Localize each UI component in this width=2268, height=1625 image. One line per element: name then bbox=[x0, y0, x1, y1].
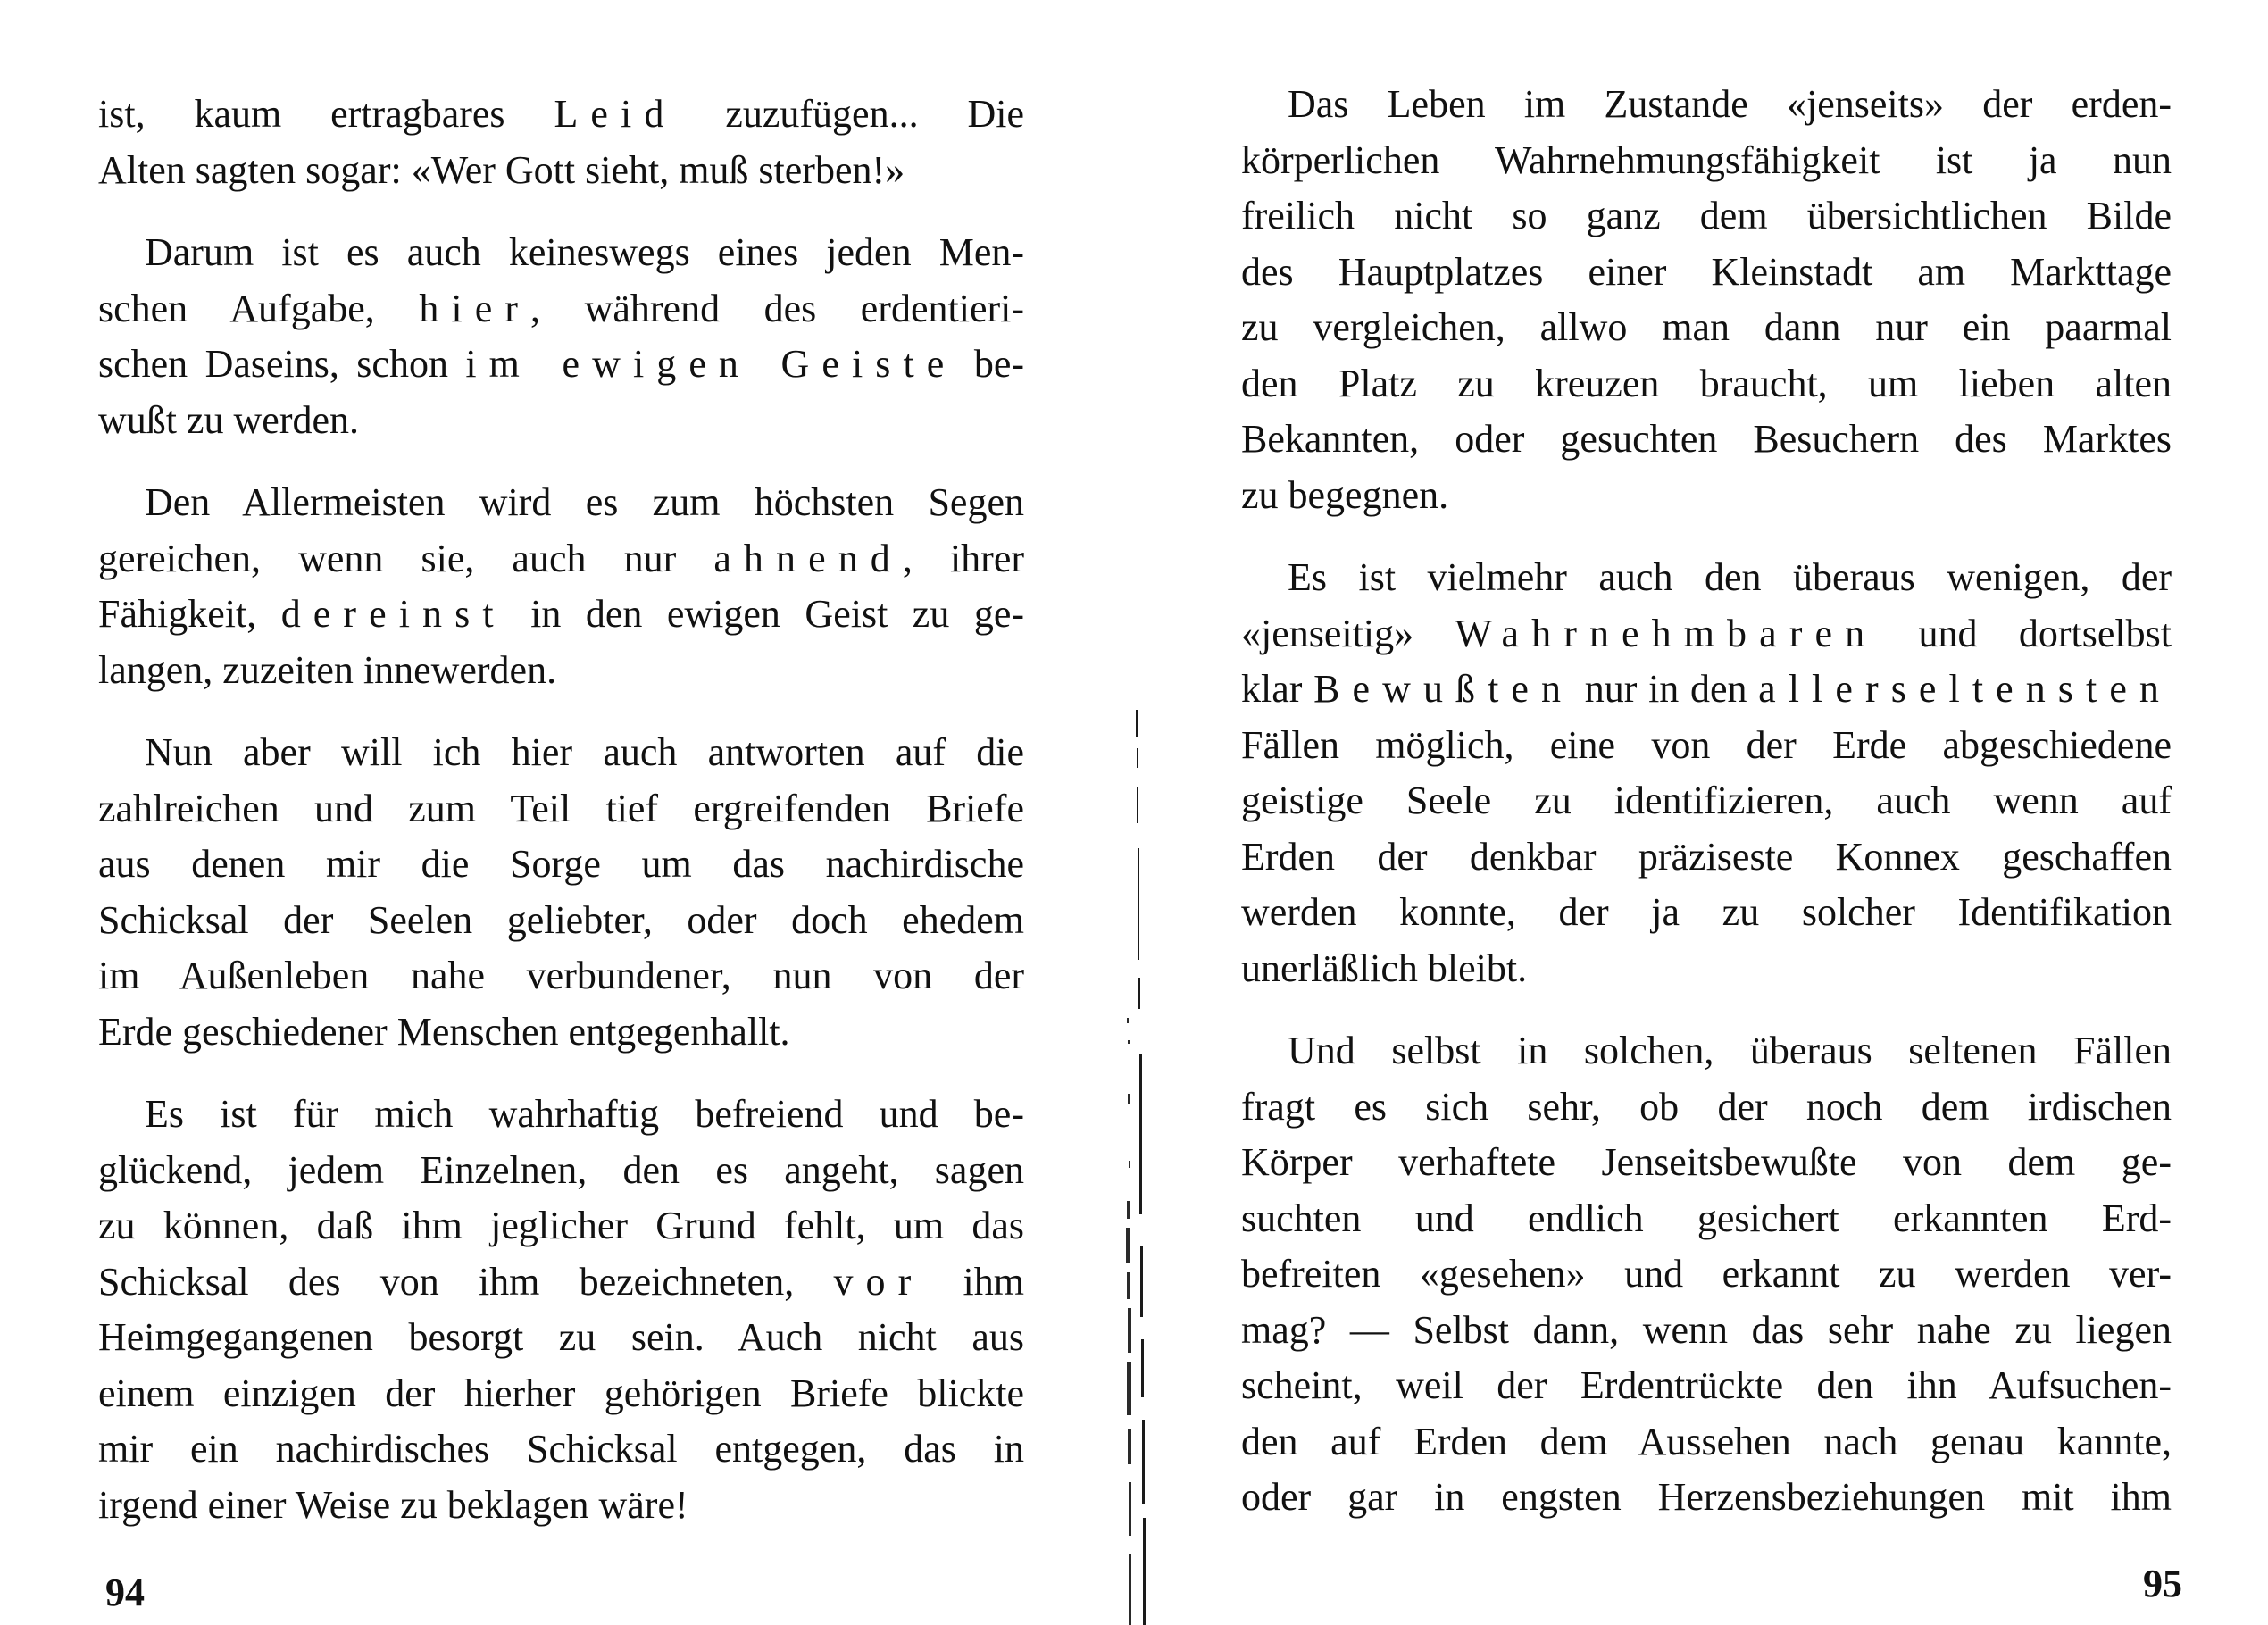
gutter-line bbox=[1138, 848, 1139, 960]
paragraph bbox=[98, 475, 1024, 698]
text-run: Und selbst in solchen, überaus seltenen Fällen bbox=[1288, 1029, 2172, 1072]
spaced-emphasis: vor bbox=[833, 1259, 924, 1304]
text-run: mag? — Selbst dann, wenn das sehr nahe zu liegen bbox=[1241, 1307, 2172, 1352]
text-line bbox=[1241, 606, 2172, 662]
scan-noise bbox=[1127, 1272, 1130, 1299]
text-line bbox=[98, 781, 1024, 838]
text-line bbox=[1241, 1303, 2172, 1359]
text-run: Darum ist es auch keineswegs eines jeden Men- bbox=[145, 230, 1024, 274]
text-line bbox=[1241, 941, 2172, 997]
gutter-line bbox=[1137, 788, 1138, 823]
scan-noise bbox=[1129, 1161, 1130, 1168]
text-line bbox=[1241, 1191, 2172, 1247]
text-line bbox=[98, 531, 1024, 588]
scan-noise bbox=[1128, 1429, 1131, 1464]
spaced-emphasis: Leid bbox=[554, 92, 677, 136]
text-run: des Hauptplatzes einer Kleinstadt am Markttage bbox=[1241, 249, 2172, 294]
text-run: werden konnte, der ja zu solcher Identifikation bbox=[1241, 890, 2172, 934]
text-line bbox=[1241, 1414, 2172, 1471]
paragraph bbox=[1241, 77, 2172, 523]
gutter-line bbox=[1140, 1246, 1143, 1317]
text-run: in den ewigen Geist zu ge- bbox=[505, 592, 1025, 636]
text-line bbox=[98, 143, 1024, 199]
spaced-emphasis: dereinst bbox=[280, 592, 506, 636]
spaced-emphasis: im ewigen Geiste bbox=[465, 342, 957, 386]
text-run: «jenseitig» bbox=[1241, 611, 1455, 655]
gutter-line bbox=[1142, 1420, 1145, 1504]
text-run: irgend einer Weise zu beklagen wäre! bbox=[98, 1482, 688, 1527]
text-run: fragt es sich sehr, ob der noch dem irdischen bbox=[1241, 1084, 2172, 1129]
book-gutter bbox=[1116, 0, 1152, 1625]
text-line bbox=[98, 948, 1024, 1004]
text-line bbox=[1241, 468, 2172, 524]
text-run: ihm bbox=[923, 1259, 1025, 1304]
text-run: einem einzigen der hierher gehörigen Briefe blickte bbox=[98, 1371, 1024, 1415]
text-run: klar bbox=[1241, 667, 1314, 711]
text-run: körperlichen Wahrnehmungsfähigkeit ist ja nun bbox=[1241, 138, 2172, 182]
text-run: oder gar in engsten Herzensbeziehungen mit ihm bbox=[1241, 1475, 2172, 1519]
text-line bbox=[98, 643, 1024, 699]
text-run: befreiten «gesehen» und erkannt zu werden ver- bbox=[1241, 1252, 2172, 1296]
text-run: im Außenleben nahe verbundener, nun von der bbox=[98, 954, 1024, 997]
text-line bbox=[98, 1004, 1024, 1061]
scan-noise bbox=[1127, 1362, 1131, 1415]
right-page-text bbox=[1241, 77, 2172, 1526]
paragraph bbox=[1241, 550, 2172, 996]
text-run: schen Aufgabe, bbox=[98, 286, 420, 330]
text-line bbox=[1241, 1358, 2172, 1414]
scan-noise bbox=[1128, 1094, 1130, 1104]
scan-noise bbox=[1127, 1018, 1129, 1023]
text-line bbox=[1241, 356, 2172, 412]
paragraph bbox=[98, 1087, 1024, 1533]
scan-noise bbox=[1127, 1201, 1130, 1219]
text-line bbox=[98, 1143, 1024, 1199]
text-line bbox=[1241, 1246, 2172, 1303]
text-line bbox=[1241, 885, 2172, 941]
spaced-emphasis: hier bbox=[419, 286, 531, 330]
text-run: Erde geschiedener Menschen entgegenhallt. bbox=[98, 1009, 790, 1054]
text-run: langen, zuzeiten innewerden. bbox=[98, 647, 557, 692]
text-run: Schicksal des von ihm bezeichneten, bbox=[98, 1259, 834, 1304]
scan-noise bbox=[1126, 1228, 1130, 1263]
spaced-emphasis: Wahrnehmbaren bbox=[1455, 611, 1878, 655]
text-run: geistige Seele zu identifizieren, auch wenn auf bbox=[1241, 779, 2172, 822]
text-line bbox=[1241, 718, 2172, 774]
scan-noise bbox=[1129, 1482, 1131, 1536]
text-line bbox=[1241, 300, 2172, 356]
text-run: wußt zu werden. bbox=[98, 397, 360, 442]
gutter-line bbox=[1141, 1339, 1144, 1397]
text-run: zu vergleichen, allwo man dann nur ein paarmal bbox=[1241, 305, 2172, 349]
text-run: Heimgegangenen besorgt zu sein. Auch nicht aus bbox=[98, 1315, 1024, 1359]
spaced-emphasis: ahnend bbox=[713, 536, 903, 580]
text-run: den auf Erden dem Aussehen nach genau kannte, bbox=[1241, 1419, 2172, 1463]
text-run: Schicksal der Seelen geliebter, oder doch ehedem bbox=[98, 897, 1024, 942]
text-run: Es ist vielmehr auch den überaus wenigen, der bbox=[1288, 555, 2172, 599]
gutter-line bbox=[1139, 1054, 1142, 1214]
text-run: und dortselbst bbox=[1877, 611, 2172, 655]
scan-noise bbox=[1129, 1554, 1131, 1625]
text-line bbox=[98, 281, 1024, 338]
scan-noise bbox=[1128, 1308, 1131, 1353]
text-line bbox=[98, 1310, 1024, 1366]
left-page-text bbox=[98, 87, 1024, 1533]
text-run: Körper verhaftete Jenseitsbewußte von dem ge- bbox=[1241, 1140, 2172, 1184]
spaced-emphasis: allerseltensten bbox=[1758, 667, 2172, 711]
text-run: be- bbox=[956, 342, 1024, 386]
right-page bbox=[1152, 0, 2268, 1625]
text-line bbox=[98, 1478, 1024, 1534]
text-run: schen Daseins, schon bbox=[98, 342, 466, 386]
text-run: Erden der denkbar präziseste Konnex geschaffen bbox=[1241, 834, 2172, 879]
text-run: Es ist für mich wahrhaftig befreiend und be- bbox=[145, 1092, 1024, 1136]
text-line bbox=[98, 837, 1024, 893]
text-line bbox=[1241, 1079, 2172, 1136]
text-line bbox=[1241, 662, 2172, 718]
paragraph bbox=[1241, 1023, 2172, 1526]
text-line bbox=[1241, 829, 2172, 886]
text-line bbox=[1241, 1135, 2172, 1191]
text-run: , während des erdentieri- bbox=[530, 286, 1024, 330]
text-run: zuzufügen... Die bbox=[676, 92, 1024, 136]
text-line bbox=[98, 587, 1024, 643]
scan-noise bbox=[1128, 1040, 1130, 1044]
text-run: Den Allermeisten wird es zum höchsten Segen bbox=[145, 480, 1024, 524]
text-line bbox=[1241, 550, 2172, 606]
text-run: freilich nicht so ganz dem übersichtlichen Bilde bbox=[1241, 194, 2172, 238]
text-run: zahlreichen und zum Teil tief ergreifenden Briefe bbox=[98, 786, 1024, 830]
text-line bbox=[1241, 133, 2172, 189]
text-line bbox=[98, 1087, 1024, 1143]
text-run: mir ein nachirdisches Schicksal entgegen, das in bbox=[98, 1427, 1024, 1471]
text-line bbox=[1241, 77, 2172, 133]
gutter-line bbox=[1136, 710, 1138, 737]
left-page bbox=[0, 0, 1116, 1625]
text-run: aus denen mir die Sorge um das nachirdische bbox=[98, 842, 1024, 886]
text-line bbox=[98, 337, 1024, 393]
text-line bbox=[1241, 773, 2172, 829]
paragraph bbox=[98, 87, 1024, 198]
text-run: Bekannten, oder gesuchten Besuchern des Marktes bbox=[1241, 417, 2172, 461]
text-run: ist, kaum ertragbares bbox=[98, 92, 554, 136]
text-line bbox=[1241, 1023, 2172, 1079]
text-run: den Platz zu kreuzen braucht, um lieben alten bbox=[1241, 361, 2172, 405]
paragraph bbox=[98, 725, 1024, 1060]
text-run: gereichen, wenn sie, auch nur bbox=[98, 536, 714, 580]
text-run: Nun aber will ich hier auch antworten auf die bbox=[145, 730, 1024, 774]
text-line bbox=[98, 1366, 1024, 1422]
text-line bbox=[1241, 1470, 2172, 1526]
text-run: , ihrer bbox=[902, 536, 1025, 580]
gutter-line bbox=[1138, 978, 1140, 1009]
text-run: unerläßlich bleibt. bbox=[1241, 946, 1528, 990]
text-line bbox=[98, 87, 1024, 143]
text-line bbox=[1241, 245, 2172, 301]
text-line bbox=[98, 1198, 1024, 1254]
text-run: zu können, daß ihm jeglicher Grund fehlt, um das bbox=[98, 1204, 1024, 1247]
text-line bbox=[98, 225, 1024, 281]
text-run: glückend, jedem Einzelnen, den es angeht, sagen bbox=[98, 1147, 1024, 1192]
text-line bbox=[98, 1421, 1024, 1478]
text-line bbox=[98, 893, 1024, 949]
text-line bbox=[98, 393, 1024, 449]
text-line bbox=[98, 1254, 1024, 1311]
text-run: nur in den bbox=[1573, 667, 1759, 711]
text-line bbox=[1241, 412, 2172, 468]
text-line bbox=[1241, 188, 2172, 245]
text-run: Fähigkeit, bbox=[98, 592, 281, 636]
text-run: scheint, weil der Erdentrückte den ihn Aufsuchen- bbox=[1241, 1363, 2172, 1407]
page-number-right: 95 bbox=[2143, 1562, 2182, 1605]
text-line bbox=[98, 475, 1024, 531]
paragraph bbox=[98, 225, 1024, 448]
page-number-left: 94 bbox=[105, 1571, 145, 1614]
gutter-line bbox=[1137, 748, 1138, 768]
text-run: Alten sagten sogar: «Wer Gott sieht, muß sterben!» bbox=[98, 147, 905, 192]
text-run: suchten und endlich gesichert erkannten Erd- bbox=[1241, 1196, 2172, 1240]
text-run: zu begegnen. bbox=[1241, 472, 1449, 517]
spaced-emphasis: Bewußten bbox=[1313, 667, 1574, 711]
text-run: Das Leben im Zustande «jenseits» der erden- bbox=[1288, 82, 2172, 126]
text-line bbox=[98, 725, 1024, 781]
gutter-line bbox=[1143, 1518, 1146, 1625]
text-run: Fällen möglich, eine von der Erde abgeschiedene bbox=[1241, 722, 2172, 767]
